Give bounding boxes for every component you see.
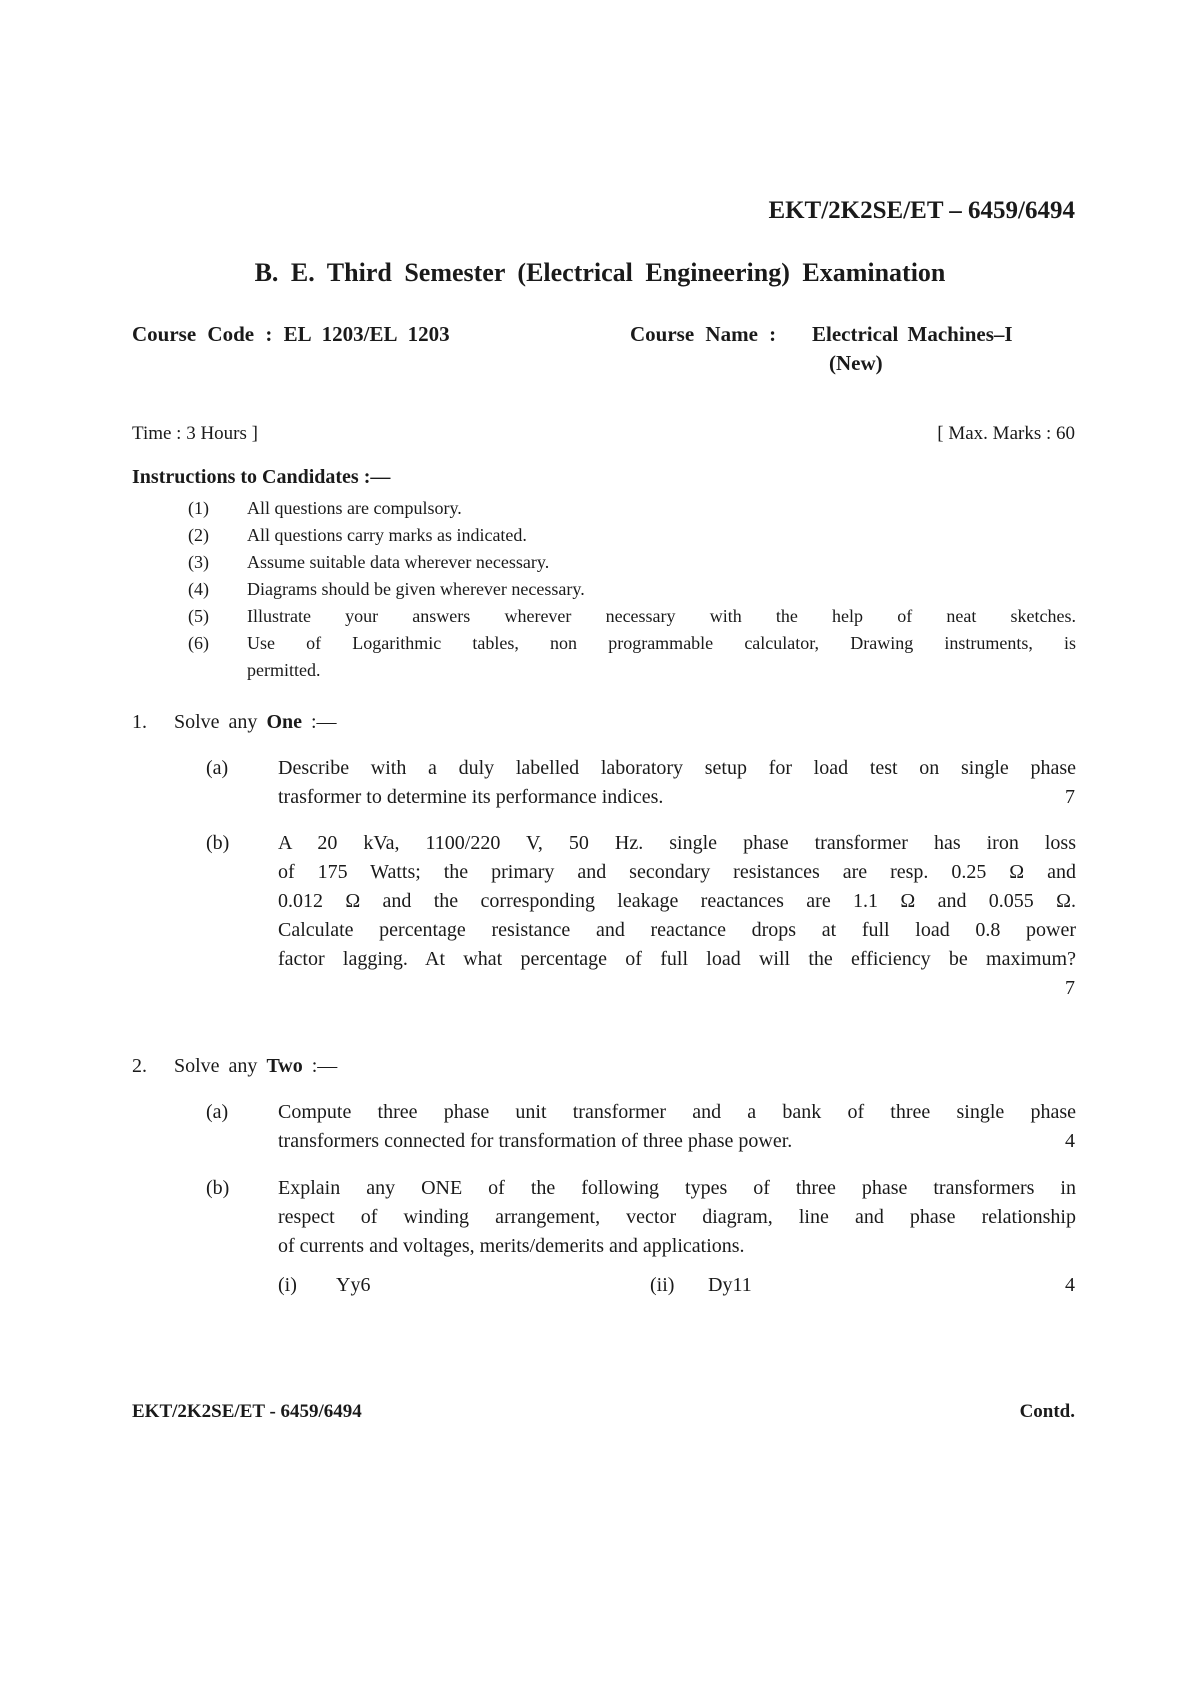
- question-2-heading: [132, 1055, 337, 1078]
- option-text: Dy11: [708, 1274, 752, 1296]
- question-prefix: Solve any: [174, 711, 258, 733]
- instruction-number: (6): [188, 633, 209, 653]
- paper-code-top: EKT/2K2SE/ET – 6459/6494: [768, 197, 1075, 224]
- question-number: 2.: [132, 1055, 147, 1077]
- question-emph: One: [266, 711, 302, 733]
- part-text-line: Describe with a duly labelled laboratory setup for load test on single phase: [278, 757, 1076, 779]
- course-name-label: Course Name :: [630, 322, 777, 346]
- question-suffix: :—: [311, 711, 337, 733]
- part-text-line: Explain any ONE of the following types of three phase transformers in: [278, 1177, 1076, 1199]
- time-allowed: Time : 3 Hours ]: [132, 423, 258, 444]
- instruction-number: (1): [188, 498, 209, 518]
- question-suffix: :—: [311, 1055, 338, 1077]
- max-marks: [ Max. Marks : 60: [937, 423, 1075, 444]
- part-text-line: respect of winding arrangement, vector diagram, line and phase relationship: [278, 1206, 1076, 1228]
- footer-contd: Contd.: [1019, 1401, 1075, 1422]
- part-text-line: of currents and voltages, merits/demerits and applications.: [278, 1235, 745, 1257]
- course-name-suffix: (New): [829, 351, 883, 375]
- part-marks: 4: [1065, 1274, 1075, 1296]
- question-emph: Two: [266, 1055, 303, 1077]
- part-marks: 4: [1065, 1130, 1075, 1152]
- part-text-line: Compute three phase unit transformer and a bank of three single phase: [278, 1101, 1076, 1123]
- question-1a: [0, 754, 1200, 814]
- instruction-number: (4): [188, 579, 209, 599]
- part-marks: 7: [1065, 786, 1075, 808]
- option-label: (ii): [650, 1274, 675, 1296]
- question-1-heading: [132, 711, 337, 734]
- instruction-text: All questions are compulsory.: [247, 498, 462, 518]
- part-label: (a): [206, 757, 229, 779]
- instruction-number: (2): [188, 525, 209, 545]
- instruction-text: Illustrate your answers wherever necessary with the help of neat sketches.: [247, 606, 1076, 626]
- part-text-line: 0.012 Ω and the corresponding leakage reactances are 1.1 Ω and 0.055 Ω.: [278, 890, 1076, 912]
- part-label: (b): [206, 832, 230, 854]
- instruction-number: (5): [188, 606, 209, 626]
- option-text: Yy6: [336, 1274, 371, 1296]
- instruction-text: permitted.: [247, 660, 321, 680]
- course-name-value: Electrical Machines–I: [812, 322, 1013, 346]
- question-2b: [0, 1174, 1200, 1304]
- option-label: (i): [278, 1274, 297, 1296]
- instruction-number: (3): [188, 552, 209, 572]
- part-text-line: A 20 kVa, 1100/220 V, 50 Hz. single phase transformer has iron loss: [278, 832, 1076, 854]
- part-label: (a): [206, 1101, 229, 1123]
- question-2a: [0, 1098, 1200, 1158]
- part-text-line: trasformer to determine its performance indices.: [278, 786, 664, 808]
- instruction-text: Diagrams should be given wherever necessary.: [247, 579, 585, 599]
- question-number: 1.: [132, 711, 147, 733]
- instruction-text: Use of Logarithmic tables, non programmable calculator, Drawing instruments, is: [247, 633, 1076, 653]
- instruction-text: Assume suitable data wherever necessary.: [247, 552, 550, 572]
- part-text-line: Calculate percentage resistance and reactance drops at full load 0.8 power: [278, 919, 1076, 941]
- part-text-line: factor lagging. At what percentage of full load will the efficiency be maximum?: [278, 948, 1076, 970]
- footer-code: EKT/2K2SE/ET - 6459/6494: [132, 1401, 362, 1422]
- course-code: Course Code : EL 1203/EL 1203: [132, 322, 450, 346]
- part-text-line: transformers connected for transformation of three phase power.: [278, 1130, 793, 1152]
- part-text-line: of 175 Watts; the primary and secondary resistances are resp. 0.25 Ω and: [278, 861, 1076, 883]
- instruction-text: All questions carry marks as indicated.: [247, 525, 527, 545]
- part-label: (b): [206, 1177, 230, 1199]
- instructions-heading: Instructions to Candidates :—: [132, 466, 391, 488]
- part-marks: 7: [1065, 977, 1075, 999]
- question-prefix: Solve any: [174, 1055, 258, 1077]
- exam-title: B. E. Third Semester (Electrical Engineering) Examination: [254, 258, 946, 287]
- question-1b: [0, 829, 1200, 1009]
